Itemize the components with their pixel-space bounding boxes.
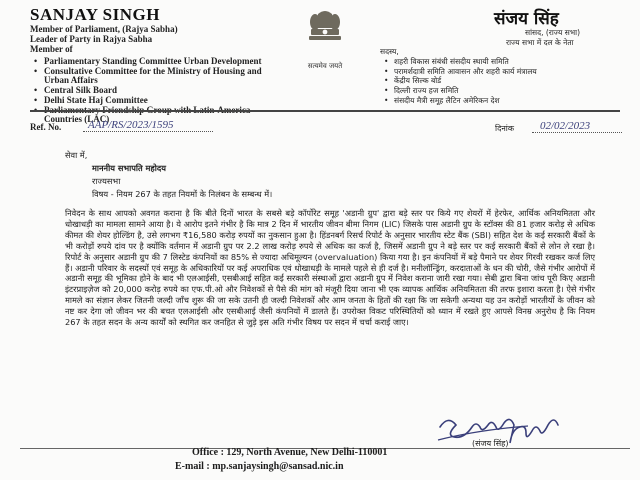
membership-item: • शहरी विकास संबंधी संसदीय स्थायी समिति — [380, 57, 630, 67]
membership-item: • परामर्शदात्री समिति आवासन और शहरी कार्य मंत्रालय — [380, 67, 630, 77]
designation-line: Leader of Party in Rajya Sabha — [30, 34, 153, 44]
emblem-motto: सत्यमेव जयते — [307, 62, 343, 70]
designation-line: Member of Parliament, (Rajya Sabha) — [30, 24, 178, 34]
membership-item: • केंद्रीय सिल्क बोर्ड — [380, 76, 630, 86]
date-dotted-line — [532, 132, 622, 133]
designation-line-hindi: सदस्य, — [380, 47, 399, 56]
membership-item: • Delhi State Haj Committee — [30, 96, 270, 106]
sender-name-english: SANJAY SINGH — [30, 5, 160, 24]
membership-list-hindi — [380, 57, 630, 106]
date-value: 02/02/2023 — [540, 120, 591, 132]
membership-item: • Countries (LAC) — [30, 106, 270, 125]
reference-number: AAP/RS/2023/1595 — [88, 119, 174, 131]
membership-item: • Parliamentary Standing Committee Urban Development — [30, 57, 270, 67]
letter-body: निवेदन के साथ आपको अवगत कराना है कि बीते दिनों भारत के सबसे बड़े कॉर्पोरेट समूह 'अडानी ग्रुप' द्वारा बड़े स्तर पर किये गए शेयरों में हेरफेर, आर्थिक अनियमितता और धोखाधड़ी का मामला सामने आया है। ये आरोप इतने गंभीर है कि मात्र 2 दिन में भारतीय जीवन बीमा निगम (LIC) जिसके पास अडानी ग्रुप के स्टॉक्स की 81 हजार करोड़ से अधिक कीमत की शेयर होल्डिंग है, उसे लगभग ₹16,580 करोड़ रुपयों का नुकसान हुआ है। हिंडनबर्ग रिसर्च रिपोर्ट के अनुसार भारतीय स्टेट बैंक (SBI) सहित देश के कई सरकारी बैंकों के भी करोड़ों रुपये दांव पर है क्योंकि वर्तमान में अडानी ग्रुप पर 2.2 लाख करोड़ रुपये से अधिक का कर्ज है, जिसमें अडानी ग्रुप ने बड़े स्तर पर कई सरकारी बैंकों से लोन ले रखा है। रिपोर्ट के अनुसार अडानी ग्रुप की 7 लिस्टेड कंपनियों का 85% से ज्यादा अधिमूल्यन (overvaluation) किया गया है। इन कंपनियों में बड़े पैमाने पर शेयर गिरवी रखकर कर्ज लिए हैं। अडानी परिवार के सदस्यों एवं समूह के अधिकारियों पर कई अपराधिक एवं धोखाधड़ी के मामले पहले से ही दर्ज है। मनीलॉन्ड्रिंग, करदाताओं के धन की चोरी, जैसे गंभीर आरोपों में अडानी समूह की भूमिका होने के बाद भी एलआईसी, एसबीआई सहित कई सरकारी संस्थाओं द्वारा अडानी ग्रुप में निवेश कराना जारी रखा गया। सेबी द्वारा बिना जांच पूरी किए अडानी इंटरप्राइज़ेज को 20,000 करोड़ रुपये का एफ.पी.ओ और निवेशकों से पैसे की मांग को मंजूरी दिया जाना भी एक व्यापक आर्थिक अनियमितता की तरफ इशारा करता है। ऐसे गंभीर मामले का संज्ञान लेकर जितनी जल्दी जाँच शुरू की जा सके उतनी ही जल्दी निवेशकों और आम जनता के हितों की रक्षा कि जा सकेगी अन्यथा यह उन करोड़ों भारतीयों के जीवन को नष्ट कर देगा जो जीवन भर की बचत एलआईसी और एसबीआई जैसी कंपनियों में डालते हैं। उपरोक्त विकट परिस्थितियों को ध्यान में रखते हुए आपसे विनम्र अनुरोध है कि नियम 267 के तहत सदन के अन्य कार्यों को स्थगित कर जनहित से जुड़े इस अति गंभीर विषय पर सदन में चर्चा कराई जाए। — [65, 208, 595, 328]
header-divider — [30, 110, 620, 112]
membership-item: • Central Silk Board — [30, 86, 270, 96]
national-emblem-icon — [304, 8, 346, 64]
salutation: सेवा में, — [65, 150, 88, 160]
membership-item: • Consultative Committee for the Ministry of Housing and Urban Affairs — [30, 67, 270, 86]
addressee-org: राज्यसभा — [92, 176, 121, 186]
sender-name-hindi: संजय सिंह — [494, 9, 559, 29]
office-address: Office : 129, North Avenue, New Delhi-110001 — [192, 447, 388, 458]
signature-image — [430, 392, 600, 452]
addressee-title: माननीय सभापति महोदय — [92, 163, 166, 173]
signer-name: (संजय सिंह) — [472, 439, 509, 448]
date-label: दिनांक — [495, 124, 514, 133]
designation-line-hindi: सांसद, (राज्य सभा) — [525, 28, 581, 37]
reference-label: Ref. No. — [30, 122, 62, 132]
membership-item: • दिल्ली राज्य हज समिति — [380, 86, 630, 96]
reference-dotted-line — [83, 131, 213, 132]
subject-line: विषय - नियम 267 के तहत नियमों के निलंबन के सम्बन्ध में। — [92, 189, 273, 199]
membership-item: • संसदीय मैत्री समूह लैटिन अमेरिकन देश — [380, 96, 630, 106]
designation-line: Member of — [30, 44, 73, 54]
designation-line-hindi: राज्य सभा में दल के नेता — [506, 38, 574, 47]
email-address: E-mail : mp.sanjaysingh@sansad.nic.in — [175, 461, 344, 472]
membership-list-english — [30, 57, 270, 125]
